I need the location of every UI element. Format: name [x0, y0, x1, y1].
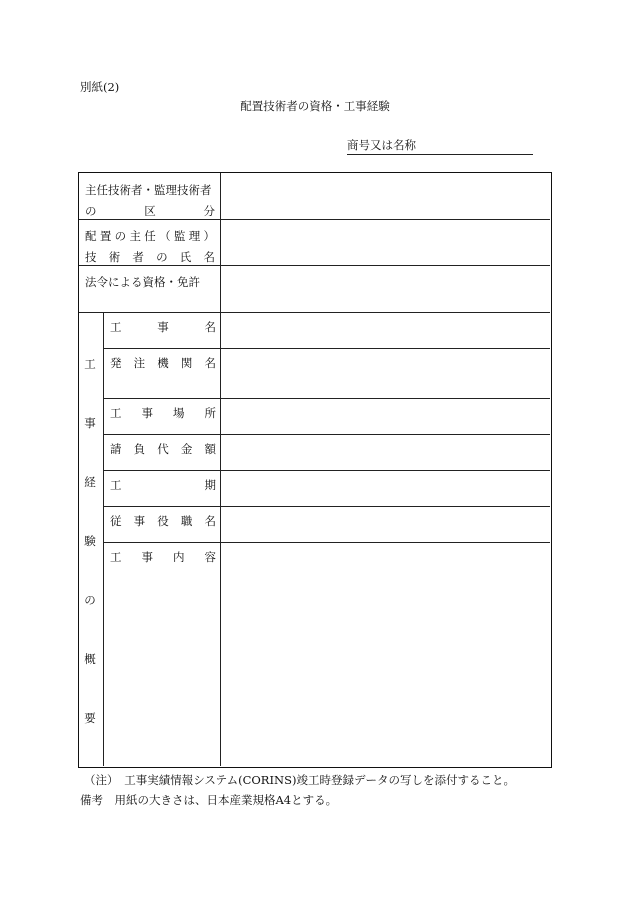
label-char: 技	[85, 250, 97, 264]
label-char: 職	[180, 514, 193, 528]
ordering-agency-label	[110, 355, 216, 371]
legal-qualification-text: 法令による資格・免許	[85, 275, 200, 289]
label-char: 監	[173, 229, 186, 243]
label-char: 機	[157, 356, 169, 370]
side-label-char: 要	[84, 711, 96, 725]
work-experience-side-label	[79, 312, 103, 767]
label-char: 理	[188, 229, 201, 243]
project-location-value[interactable]	[221, 399, 550, 434]
project-name-label	[110, 319, 216, 335]
job-position-label	[110, 513, 216, 529]
engineer-category-line2	[85, 203, 215, 219]
footnote: （注） 工事実績情報システム(CORINS)竣工時登録データの写しを添付すること。	[84, 773, 515, 787]
assigned-engineer-name-value[interactable]	[221, 220, 550, 265]
label-char: 事	[141, 406, 153, 420]
work-content-value[interactable]	[221, 543, 550, 766]
side-label-char: の	[84, 593, 96, 607]
label-char: 工	[110, 550, 122, 564]
assigned-engineer-name-label	[85, 228, 215, 265]
engineer-category-value[interactable]	[221, 173, 550, 219]
side-label-char: 工	[84, 357, 96, 371]
engineer-category-label	[85, 182, 215, 219]
qualification-form	[78, 172, 552, 768]
side-label-char: 験	[84, 534, 96, 548]
job-position-value[interactable]	[221, 507, 550, 542]
label-char: 名	[204, 514, 216, 528]
label-char: 主	[129, 229, 141, 243]
label-char: 名	[204, 356, 216, 370]
label-char: の	[114, 229, 127, 243]
document-title: 配置技術者の資格・工事経験	[240, 99, 390, 113]
label-char: 任	[144, 229, 156, 243]
label-char: 置	[99, 229, 112, 243]
contract-amount-label	[110, 441, 216, 457]
label-char: 関	[180, 356, 193, 370]
construction-period-label	[110, 477, 216, 493]
label-char: 術	[108, 250, 121, 264]
label-char: 役	[157, 514, 169, 528]
label-char: 工	[110, 320, 122, 334]
side-label-char: 事	[84, 416, 96, 430]
label-char: 氏	[179, 250, 192, 264]
remark: 備考 用紙の大きさは、日本産業規格A4とする。	[80, 793, 338, 807]
company-name-label: 商号又は名称	[347, 138, 416, 152]
label-char: 所	[204, 406, 216, 420]
attachment-label: 別紙(2)	[80, 80, 120, 94]
label-char: 内	[173, 550, 185, 564]
ordering-agency-value[interactable]	[221, 349, 550, 398]
work-content-label	[110, 549, 216, 565]
label-char: 事	[133, 514, 146, 528]
label-char: 名	[203, 250, 215, 264]
legal-qualification-value[interactable]	[221, 266, 550, 312]
label-char: 工	[110, 478, 122, 492]
label-char: 区	[144, 204, 156, 218]
project-name-value[interactable]	[221, 313, 550, 348]
side-label-char: 経	[84, 475, 96, 489]
label-char: 負	[133, 442, 146, 456]
work-section-divider	[103, 312, 104, 766]
label-char: 配	[85, 229, 97, 243]
label-char: 分	[203, 204, 215, 218]
construction-period-value[interactable]	[221, 471, 550, 506]
label-char: ）	[203, 229, 215, 243]
assigned-engineer-line1	[85, 228, 215, 244]
legal-qualification-label	[85, 274, 215, 290]
engineer-category-line1: 主任技術者・監理技術者	[85, 183, 212, 197]
label-char: 額	[204, 442, 216, 456]
label-char: の	[156, 250, 168, 264]
label-char: 名	[204, 320, 216, 334]
label-char: 者	[132, 250, 144, 264]
side-label-char: 概	[84, 652, 96, 666]
project-location-label	[110, 405, 216, 421]
label-char: の	[85, 204, 97, 218]
label-char: 容	[204, 550, 216, 564]
label-char: 注	[133, 356, 146, 370]
label-char: 従	[110, 514, 122, 528]
assigned-engineer-line2	[85, 249, 215, 265]
label-char: 工	[110, 406, 122, 420]
company-name-field[interactable]	[347, 137, 533, 155]
label-char: 請	[110, 442, 122, 456]
label-char: 事	[157, 320, 169, 334]
contract-amount-value[interactable]	[221, 435, 550, 470]
label-char: 期	[204, 478, 216, 492]
label-char: 代	[157, 442, 169, 456]
label-char: 金	[180, 442, 193, 456]
label-char: 事	[141, 550, 153, 564]
label-char: 発	[110, 356, 122, 370]
label-char: 場	[173, 406, 185, 420]
label-char: （	[159, 229, 171, 243]
